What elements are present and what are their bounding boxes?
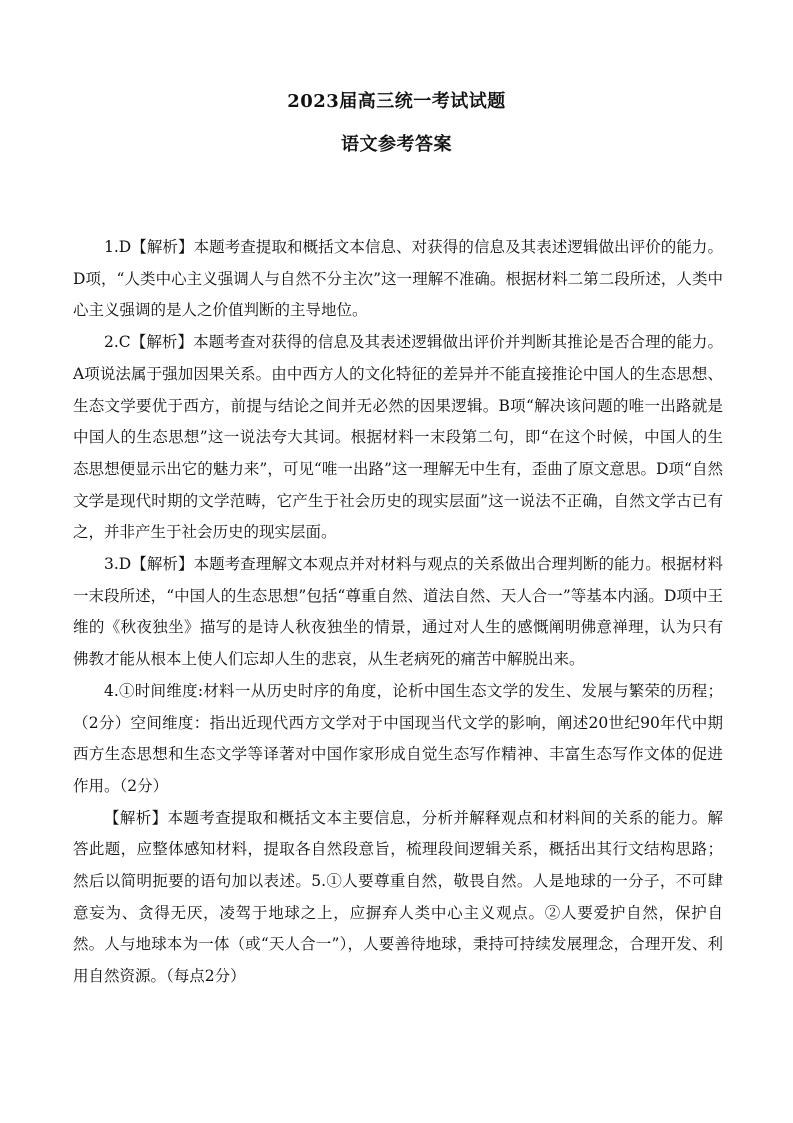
answer-paragraph-4: 4.①时间维度:材料一从历史时序的角度，论析中国生态文学的发生、发展与繁荣的历程；（2分）空间维度：指出近现代西方文学对于中国现当代文学的影响，阐述20世纪90年代中期西方生态思想和生态文学等译著对中国作家形成自觉生态写作精神、丰富生态写作文体的促进作用。（2分）: [73, 681, 723, 795]
answer-paragraph-5: 【解析】本题考查提取和概括文本主要信息，分析并解释观点和材料间的关系的能力。解答此题，应整体感知材料，提取各自然段意旨，梳理段间逻辑关系，概括出其行文结构思路；然后以简明扼要的语句加以表述。5.①人要尊重自然，敬畏自然。人是地球的一分子，不可肆意妄为、贪得无厌，凌驾于地球之上，应摒弃人类中心主义观点。②人要爱护自然，保护自然。人与地球本为一体（或“天人合一”），人要善待地球，秉持可持续发展理念，合理开发、利用自然资源。（每点2分）: [73, 808, 723, 986]
answer-paragraph-3: 3.D【解析】本题考查理解文本观点并对材料与观点的关系做出合理判断的能力。根据材料一末段所述，“中国人的生态思想”包括“尊重自然、道法自然、天人合一”等基本内涵。D项中王维的《秋夜独坐》描写的是诗人秋夜独坐的情景，通过对人生的感慨阐明佛意禅理，认为只有佛教才能从根本上使人们忘却人生的悲哀，从生老病死的痛苦中解脱出来。: [73, 555, 723, 669]
answer-paragraph-1: 1.D【解析】本题考查提取和概括文本信息、对获得的信息及其表述逻辑做出评价的能力。D项，“人类中心主义强调人与自然不分主次”这一理解不准确。根据材料二第二段所述，人类中心主义强调的是人之价值判断的主导地位。: [73, 238, 723, 320]
document-subtitle: 语文参考答案: [341, 134, 452, 155]
answer-paragraph-2: 2.C【解析】本题考查对获得的信息及其表述逻辑做出评价并判断其推论是否合理的能力。A项说法属于强加因果关系。由中西方人的文化特征的差异并不能直接推论中国人的生态思想、生态文学要优于西方，前提与结论之间并无必然的因果逻辑。B项“解决该问题的唯一出路就是中国人的生态思想”这一说法夸大其词。根据材料一末段第二句，即“在这个时候，中国人的生态思想便显示出它的魅力来”，可见“唯一出路”这一理解无中生有，歪曲了原文意思。D项“自然文学是现代时期的文学范畴，它产生于社会历史的现实层面”这一说法不正确，自然文学古已有之，并非产生于社会历史的现实层面。: [73, 333, 723, 542]
document-title: 2023届高三统一考试试题: [287, 91, 506, 112]
answer-body: [73, 232, 723, 993]
